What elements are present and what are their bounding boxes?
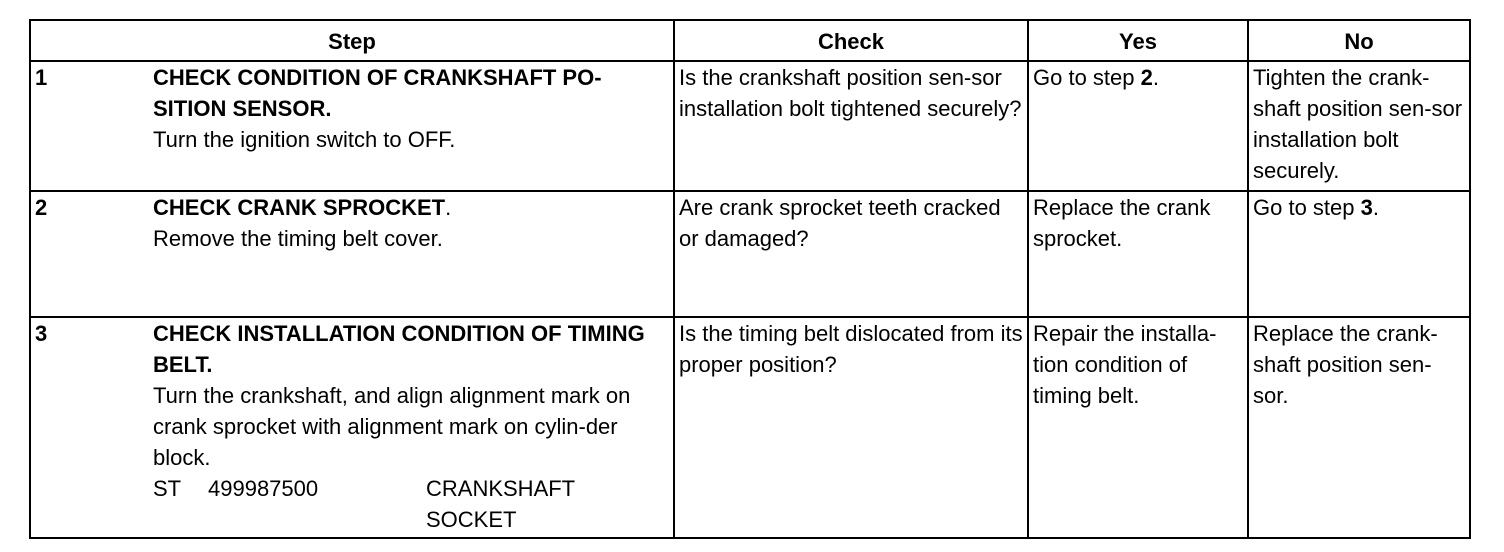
- yes-prefix: Go to step: [1033, 65, 1141, 90]
- step-title-suffix: .: [445, 195, 452, 220]
- no-prefix: Go to step: [1253, 195, 1361, 220]
- yes-step-ref: 2: [1140, 65, 1153, 90]
- no-step-ref: 3: [1360, 195, 1373, 220]
- yes-cell: Replace the crank sprocket.: [1028, 191, 1248, 317]
- check-cell: Is the crankshaft position sen-sor installation bolt tightened securely?: [674, 61, 1028, 191]
- step-number: 2: [35, 195, 48, 220]
- header-row: [30, 20, 1470, 61]
- table-row: [30, 191, 1470, 317]
- step-instruction: Remove the timing belt cover.: [153, 226, 443, 251]
- no-cell: Tighten the crank-shaft position sen-sor installation bolt securely.: [1248, 61, 1470, 191]
- step-title: CHECK CONDITION OF CRANKSHAFT PO-SITION SENSOR.: [153, 65, 602, 121]
- check-cell: Are crank sprocket teeth cracked or damaged?: [674, 191, 1028, 317]
- no-cell: [1248, 191, 1470, 317]
- no-cell: Replace the crank-shaft position sen-sor.: [1248, 317, 1470, 538]
- header-step: Step: [30, 20, 674, 61]
- step-number: 3: [35, 321, 48, 346]
- step-number: 1: [35, 65, 48, 90]
- tool-label: ST: [153, 476, 182, 501]
- step-title: CHECK CRANK SPROCKET: [153, 195, 446, 220]
- yes-suffix: .: [1152, 65, 1159, 90]
- header-check: Check: [674, 20, 1028, 61]
- header-no: No: [1248, 20, 1470, 61]
- tool-number: 499987500: [208, 476, 319, 501]
- step-instruction: Turn the ignition switch to OFF.: [153, 127, 456, 152]
- step-cell: [30, 61, 674, 191]
- tool-name: CRANKSHAFT SOCKET: [426, 476, 575, 532]
- diagnostic-table: [29, 19, 1471, 539]
- check-cell: Is the timing belt dislocated from its proper position?: [674, 317, 1028, 538]
- table-row: [30, 61, 1470, 191]
- step-title: CHECK INSTALLATION CONDITION OF TIMING BELT.: [153, 321, 645, 377]
- step-title-line: [153, 192, 669, 223]
- yes-cell: [1028, 61, 1248, 191]
- step-instruction: Turn the crankshaft, and align alignment mark on crank sprocket with alignment mark on cylin-der block.: [153, 383, 631, 470]
- no-suffix: .: [1372, 195, 1379, 220]
- yes-cell: Repair the installa-tion condition of timing belt.: [1028, 317, 1248, 538]
- special-tool-line: [153, 473, 669, 535]
- table-row: [30, 317, 1470, 538]
- step-cell: [30, 317, 674, 538]
- header-yes: Yes: [1028, 20, 1248, 61]
- step-cell: [30, 191, 674, 317]
